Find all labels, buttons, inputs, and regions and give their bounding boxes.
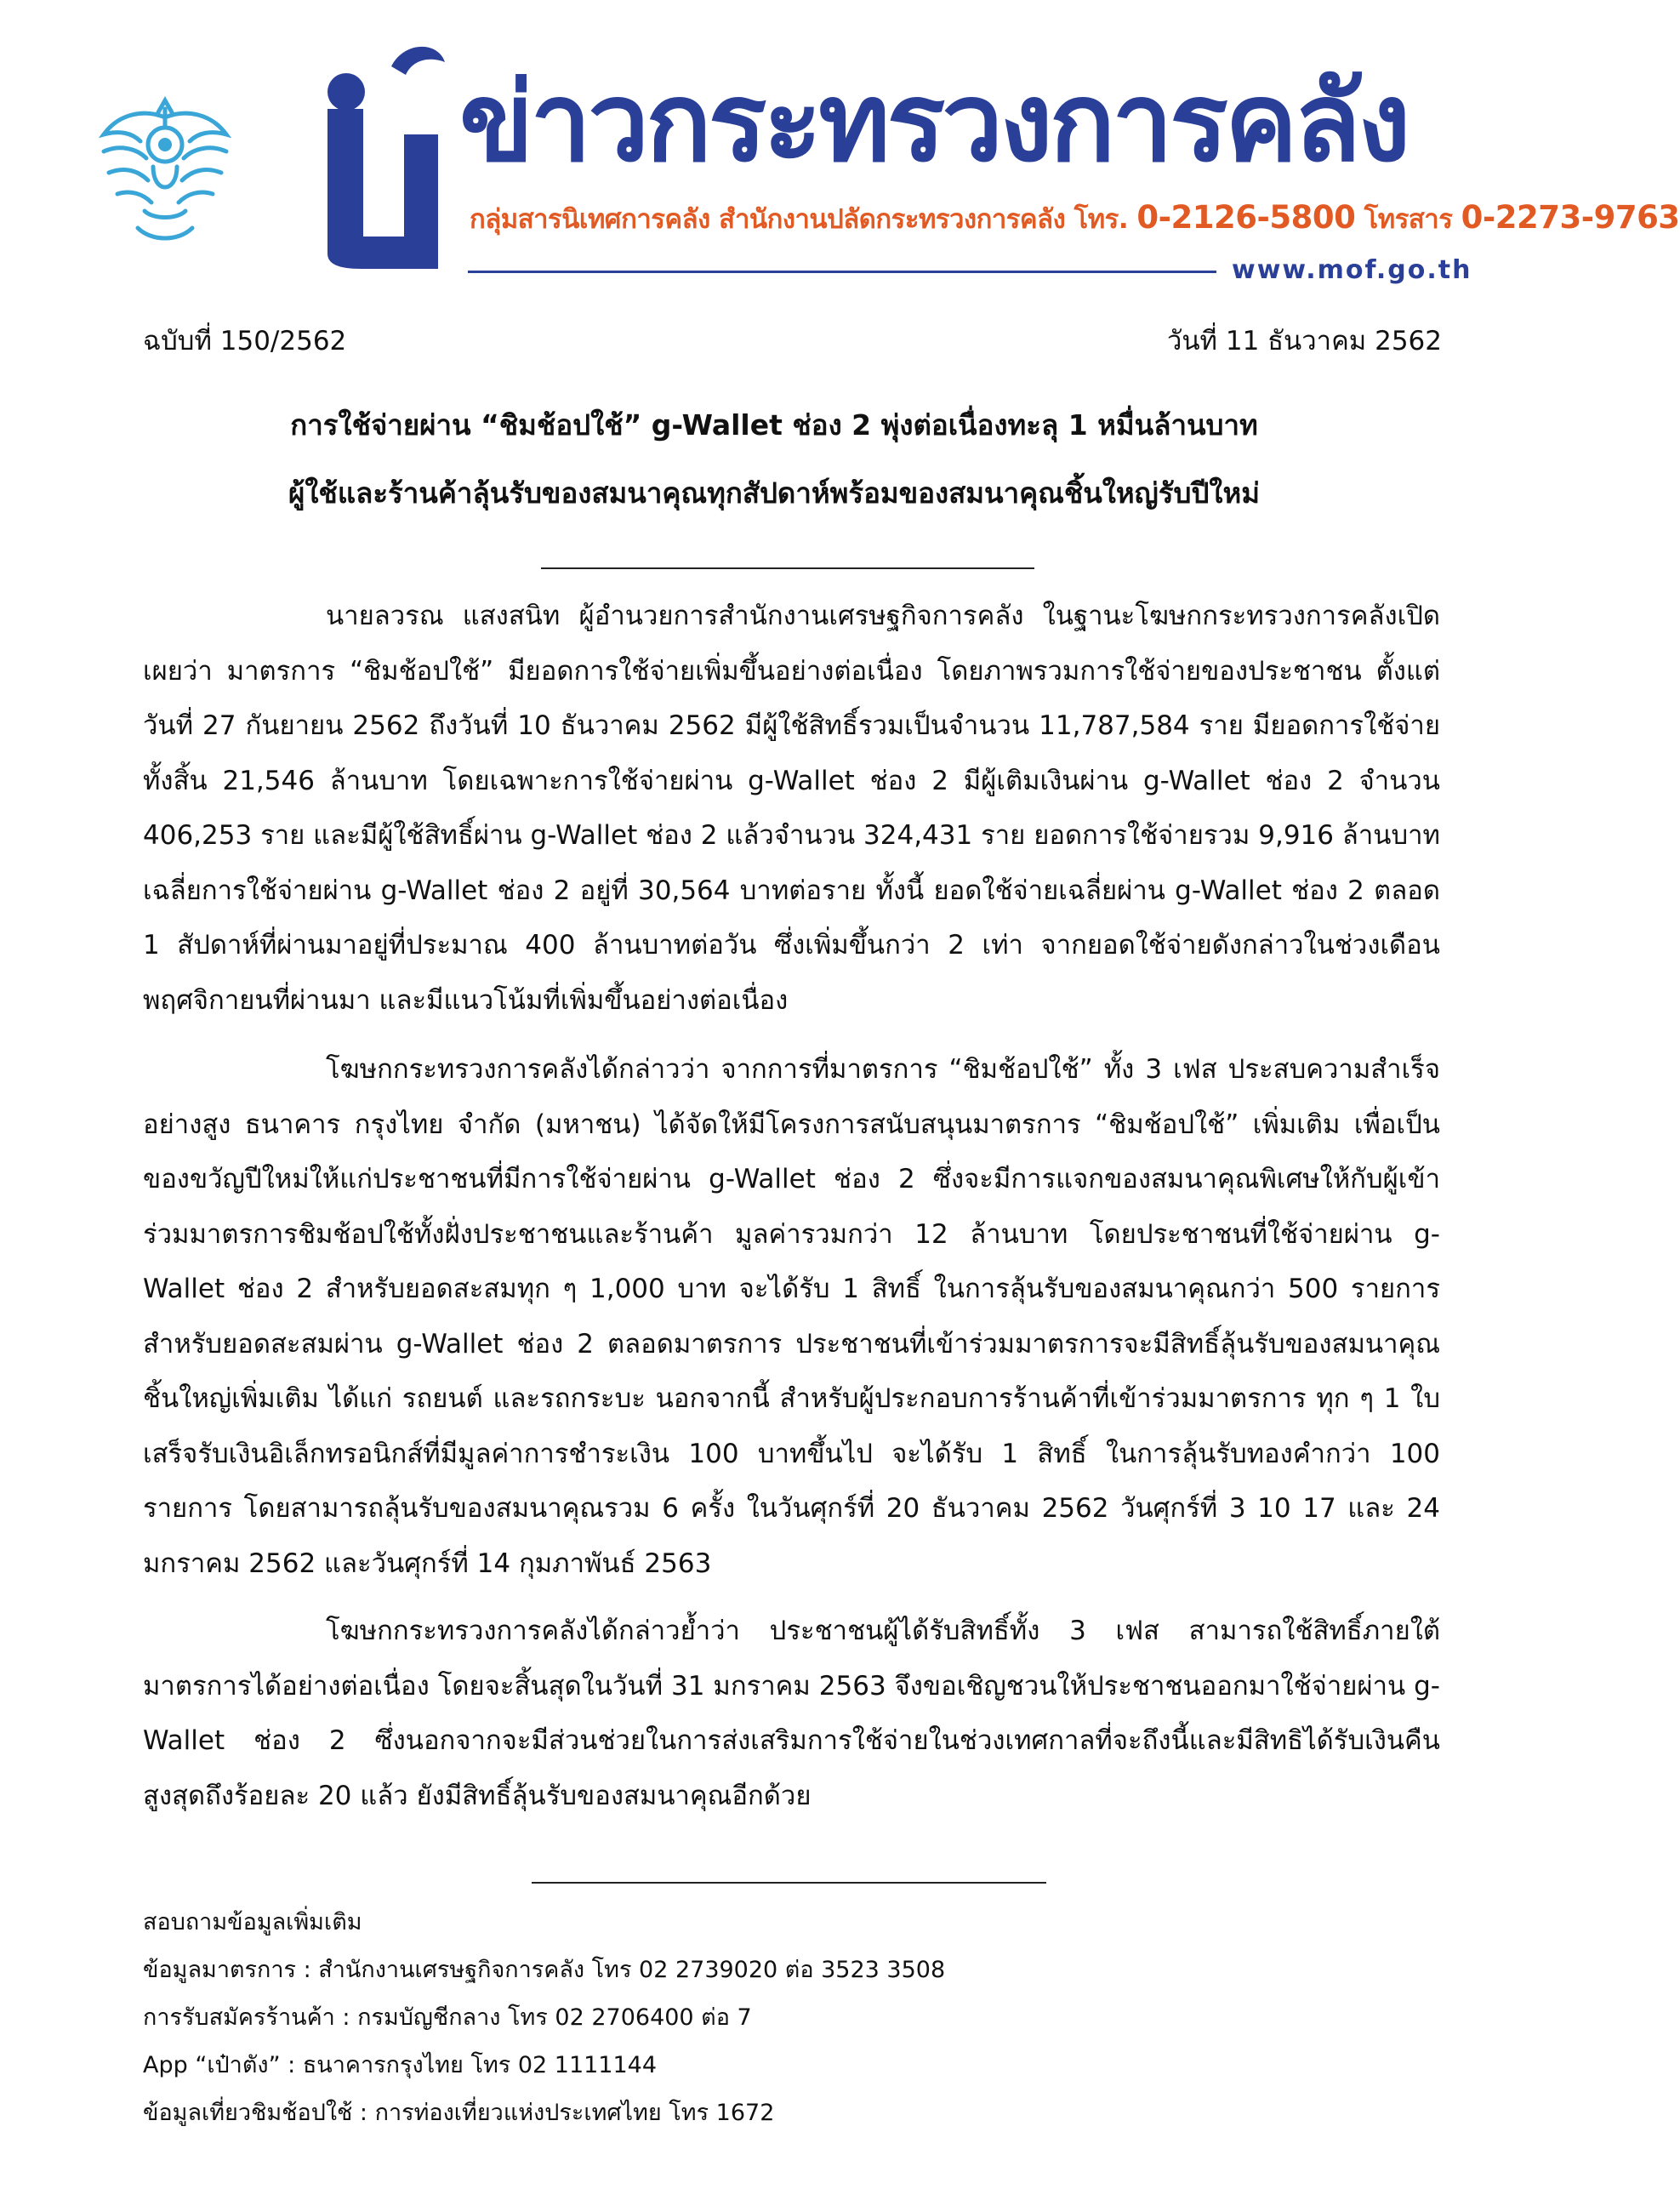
contact-item: App “เป๋าตัง” : ธนาคารกรุงไทย โทร 02 1111144: [143, 2052, 658, 2078]
garuda-emblem-icon: [94, 92, 236, 254]
masthead-department: กลุ่มสารนิเทศการคลัง สำนักงานปลัดกระทรวงการคลัง โทร.: [470, 204, 1129, 235]
masthead-logo-glyph: [310, 41, 451, 271]
headline-line-2: ผู้ใช้และร้านค้าลุ้นรับของสมนาคุณทุกสัปดาห์พร้อมของสมนาคุณชิ้นใหญ่รับปีใหม่: [288, 476, 1261, 510]
headline-divider: [541, 567, 1034, 569]
issue-date: วันที่ 11 ธันวาคม 2562: [1166, 326, 1442, 356]
contact-item: ข้อมูลมาตรการ : สำนักงานเศรษฐกิจการคลัง โทร 02 2739020 ต่อ 3523 3508: [143, 1957, 946, 1983]
issue-number: ฉบับที่ 150/2562: [143, 326, 347, 356]
body-paragraph-3: โฆษกกระทรวงการคลังได้กล่าวย้ำว่า ประชาชนผู้ได้รับสิทธิ์ทั้ง 3 เฟส สามารถใช้สิทธิ์ภายใต้มาตรการได้อย่างต่อเนื่อง โดยจะสิ้นสุดในวันที่ 31 มกราคม 2563 จึงขอเชิญชวนให้ประชาชนออกมาใช้จ่ายผ่าน g-Wallet ช่อง 2 ซึ่งนอกจากจะมีส่วนช่วยในการส่งเสริมการใช้จ่ายในช่วงเทศกาลที่จะถึงนี้และมีสิทธิได้รับเงินคืนสูงสุดถึงร้อยละ 20 แล้ว ยังมีสิทธิ์ลุ้นรับของสมนาคุณอีกด้วย: [143, 1616, 1440, 1811]
contact-heading: สอบถามข้อมูลเพิ่มเติม: [143, 1909, 362, 1935]
body-paragraph-1: นายลวรณ แสงสนิท ผู้อำนวยการสำนักงานเศรษฐกิจการคลัง ในฐานะโฆษกกระทรวงการคลังเปิดเผยว่า มาตรการ “ชิมช้อปใช้” มียอดการใช้จ่ายเพิ่มขึ้นอย่างต่อเนื่อง โดยภาพรวมการใช้จ่ายของประชาชน ตั้งแต่วันที่ 27 กันยายน 2562 ถึงวันที่ 10 ธันวาคม 2562 มีผู้ใช้สิทธิ์รวมเป็นจำนวน 11,787,584 ราย มียอดการใช้จ่ายทั้งสิ้น 21,546 ล้านบาท โดยเฉพาะการใช้จ่ายผ่าน g-Wallet ช่อง 2 มีผู้เติมเงินผ่าน g-Wallet ช่อง 2 จำนวน 406,253 ราย และมีผู้ใช้สิทธิ์ผ่าน g-Wallet ช่อง 2 แล้วจำนวน 324,431 ราย ยอดการใช้จ่ายรวม 9,916 ล้านบาท เฉลี่ยการใช้จ่ายผ่าน g-Wallet ช่อง 2 อยู่ที่ 30,564 บาทต่อราย ทั้งนี้ ยอดใช้จ่ายเฉลี่ยผ่าน g-Wallet ช่อง 2 ตลอด 1 สัปดาห์ที่ผ่านมาอยู่ที่ประมาณ 400 ล้านบาทต่อวัน ซึ่งเพิ่มขึ้นกว่า 2 เท่า จากยอดใช้จ่ายดังกล่าวในช่วงเดือนพฤศจิกายนที่ผ่านมา และมีแนวโน้มที่เพิ่มขึ้นอย่างต่อเนื่อง: [143, 601, 1440, 1016]
contact-item: ข้อมูลเที่ยวชิมช้อปใช้ : การท่องเที่ยวแห่งประเทศไทย โทร 1672: [143, 2100, 775, 2126]
masthead-contact-bar: [470, 201, 1680, 237]
contact-item: การรับสมัครร้านค้า : กรมบัญชีกลาง โทร 02 2706400 ต่อ 7: [143, 2004, 752, 2031]
masthead-fax-label: โทรสาร: [1364, 204, 1453, 235]
masthead-phone: 0-2126-5800: [1136, 199, 1356, 236]
masthead-title: ข่าวกระทรวงการคลัง: [459, 60, 1408, 186]
masthead-divider: [468, 271, 1216, 273]
headline-line-1: การใช้จ่ายผ่าน “ชิมช้อปใช้” g-Wallet ช่อง 2 พุ่งต่อเนื่องทะลุ 1 หมื่นล้านบาท: [290, 408, 1258, 442]
footer-divider: [532, 1882, 1046, 1884]
contact-list: [143, 1899, 945, 2137]
website-link[interactable]: www.mof.go.th: [1232, 255, 1472, 285]
body-paragraph-2: โฆษกกระทรวงการคลังได้กล่าวว่า จากการที่มาตรการ “ชิมช้อปใช้” ทั้ง 3 เฟส ประสบความสำเร็จอย่างสูง ธนาคาร กรุงไทย จำกัด (มหาชน) ได้จัดให้มีโครงการสนับสนุนมาตรการ “ชิมช้อปใช้” เพิ่มเติม เพื่อเป็นของขวัญปีใหม่ให้แก่ประชาชนที่มีการใช้จ่ายผ่าน g-Wallet ช่อง 2 ซึ่งจะมีการแจกของสมนาคุณพิเศษให้กับผู้เข้าร่วมมาตรการชิมช้อปใช้ทั้งฝั่งประชาชนและร้านค้า มูลค่ารวมกว่า 12 ล้านบาท โดยประชาชนที่ใช้จ่ายผ่าน g-Wallet ช่อง 2 สำหรับยอดสะสมทุก ๆ 1,000 บาท จะได้รับ 1 สิทธิ์ ในการลุ้นรับของสมนาคุณกว่า 500 รายการ สำหรับยอดสะสมผ่าน g-Wallet ช่อง 2 ตลอดมาตรการ ประชาชนที่เข้าร่วมมาตรการจะมีสิทธิ์ลุ้นรับของสมนาคุณชิ้นใหญ่เพิ่มเติม ได้แก่ รถยนต์ และรถกระบะ นอกจากนี้ สำหรับผู้ประกอบการร้านค้าที่เข้าร่วมมาตรการ ทุก ๆ 1 ใบเสร็จรับเงินอิเล็กทรอนิกส์ที่มีมูลค่าการชำระเงิน 100 บาทขึ้นไป จะได้รับ 1 สิทธิ์ ในการลุ้นรับทองคำกว่า 100 รายการ โดยสามารถลุ้นรับของสมนาคุณรวม 6 ครั้ง ในวันศุกร์ที่ 20 ธันวาคม 2562 วันศุกร์ที่ 3 10 17 และ 24 มกราคม 2562 และวันศุกร์ที่ 14 กุมภาพันธ์ 2563: [143, 1054, 1440, 1579]
masthead-fax: 0-2273-9763: [1461, 199, 1680, 236]
